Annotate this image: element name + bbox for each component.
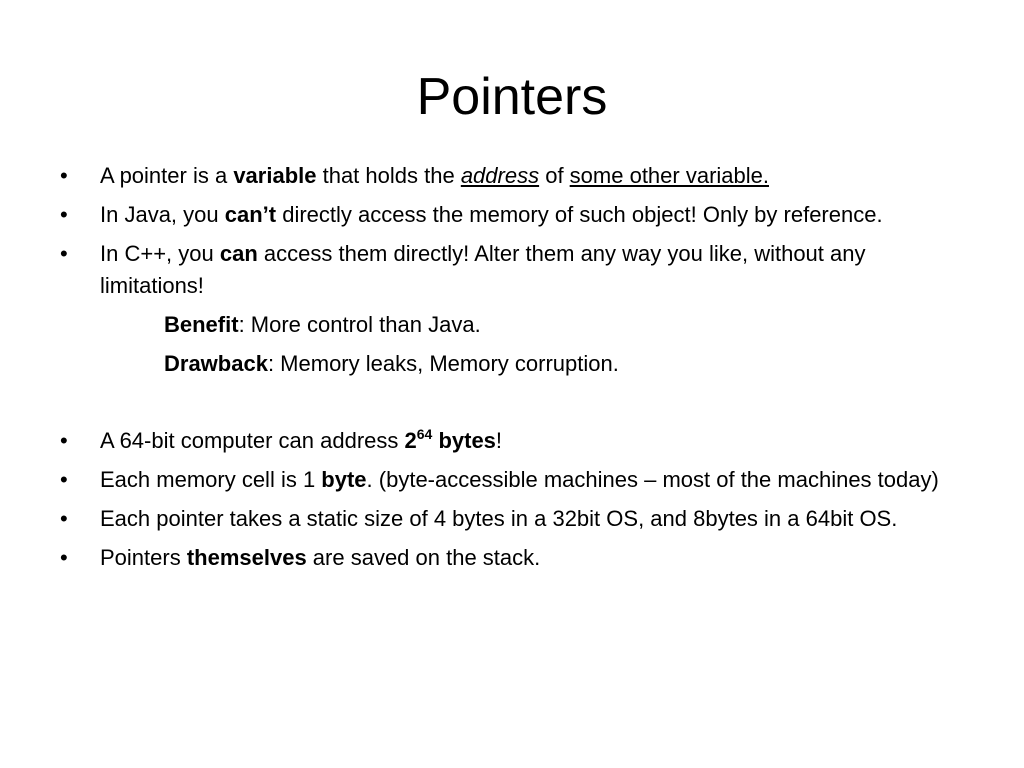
text: Each pointer takes a static size of 4 bytes in a 32bit OS, and 8bytes in a 64bit OS. — [100, 506, 898, 531]
bullet-icon: • — [60, 163, 68, 188]
sub-item-drawback — [60, 348, 970, 380]
bold-text: Benefit — [164, 312, 239, 337]
text: ! — [495, 428, 503, 453]
text: of — [539, 163, 570, 188]
bold-text: variable — [233, 163, 317, 188]
text: In Java, you — [100, 202, 225, 227]
bold-text: can — [219, 241, 258, 266]
bold-text: byte — [321, 467, 367, 492]
text: : Memory leaks, Memory corruption. — [267, 351, 619, 376]
bullet-icon: • — [60, 202, 68, 227]
text: Each memory cell is 1 — [100, 467, 322, 492]
bold-text: bytes — [432, 428, 496, 453]
text: that holds the — [316, 163, 461, 188]
text: : More control than Java. — [238, 312, 481, 337]
text: access them directly! Alter them any way you like, without any limitations! — [100, 241, 866, 298]
bullet-item-cpp — [60, 238, 970, 302]
bullet-icon: • — [60, 467, 68, 492]
text: A pointer is a — [100, 163, 234, 188]
bold-text: can’t — [224, 202, 277, 227]
bullet-item-pointer-definition — [60, 160, 970, 192]
italic-underlined-text: address — [460, 163, 540, 188]
bold-text: 2 — [404, 428, 417, 453]
bullet-item-java — [60, 199, 970, 231]
bullet-item-64bit — [60, 425, 970, 457]
bullet-item-memory-cell — [60, 464, 970, 496]
bold-text: themselves — [186, 545, 307, 570]
text: A 64-bit computer can address — [100, 428, 405, 453]
bullet-icon: • — [60, 428, 68, 453]
slide-content — [60, 160, 970, 581]
text: Pointers — [100, 545, 187, 570]
bullet-icon: • — [60, 241, 68, 266]
bullet-icon: • — [60, 506, 68, 531]
bold-text: Drawback — [164, 351, 268, 376]
superscript-text: 64 — [416, 426, 433, 442]
text: are saved on the stack. — [306, 545, 541, 570]
slide-title: Pointers — [416, 68, 608, 126]
text: directly access the memory of such object! Only by reference. — [276, 202, 883, 227]
underlined-text: some other variable. — [569, 163, 769, 188]
sub-item-benefit — [60, 309, 970, 341]
bullet-item-pointer-size — [60, 503, 970, 535]
text: . (byte-accessible machines – most of the machines today) — [366, 467, 939, 492]
bullet-icon: • — [60, 545, 68, 570]
spacer — [60, 387, 970, 425]
text: In C++, you — [100, 241, 220, 266]
bullet-item-stack — [60, 542, 970, 574]
